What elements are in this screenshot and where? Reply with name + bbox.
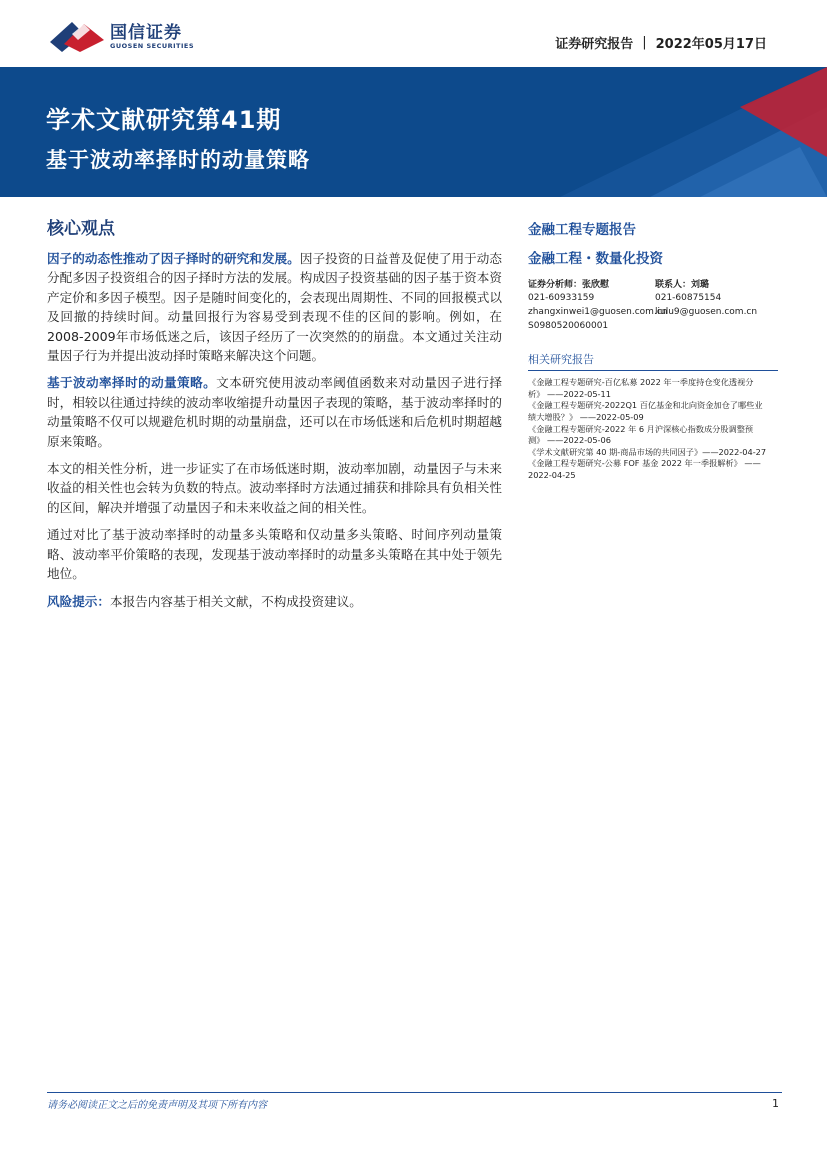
risk-label: 风险提示： — [47, 593, 110, 609]
core-views — [47, 214, 502, 619]
logo-cn-text: 国信证券 — [110, 22, 182, 43]
report-date: 2022年05月17日 — [655, 37, 767, 52]
page-number: 1 — [772, 1097, 779, 1110]
paragraph-3: 本文的相关性分析，进一步证实了在市场低迷时期，波动率加剧，动量因子与未来收益的相关性也会转为负数的特点。波动率择时方法通过捕获和排除具有负相关性的区间，解决并增强了动量因子和未来收益之间的相关性。 — [47, 461, 502, 515]
risk-text: 本报告内容基于相关文献，不构成投资建议。 — [109, 593, 362, 609]
analyst-block — [528, 279, 668, 319]
analyst-contacts — [528, 279, 781, 319]
related-line[interactable]: 2022-04-25 — [528, 469, 576, 480]
analyst-label: 证券分析师：张欣慰 — [528, 280, 610, 290]
related-line[interactable]: 析》 ——2022-05-11 — [528, 388, 611, 399]
section-title: 核心观点 — [47, 219, 115, 239]
related-line[interactable]: 绩大增股？》 ——2022-05-09 — [528, 412, 644, 422]
company-logo — [50, 20, 194, 54]
page-header — [0, 0, 827, 67]
analyst-cert: S0980520060001 — [528, 321, 609, 332]
paragraph-4: 通过对比了基于波动率择时的动量多头策略和仅动量多头策略、时间序列动量策略、波动率平价策略的表现，发现基于波动率择时的动量多头策略在其中处于领先地位。 — [47, 527, 502, 582]
p2-highlight: 基于波动率择时的动量策略。 — [47, 375, 217, 391]
related-line[interactable]: 《学术文献研究第 40 期-商品市场的共同因子》——2022-04-27 — [528, 446, 767, 457]
guosen-logo-icon — [50, 20, 104, 54]
footer-disclaimer: 请务必阅读正文之后的免责声明及其项下所有内容 — [47, 1100, 267, 1111]
related-line[interactable]: 《金融工程专题研究-百亿私募 2022 年一季度持仓变化透视分 — [528, 377, 754, 388]
related-line[interactable]: 测》 ——2022-05-06 — [528, 435, 611, 446]
report-subcategory: 金融工程・数量化投资 — [528, 251, 663, 267]
related-line[interactable]: 《金融工程专题研究-公募 FOF 基金 2022 年一季报解析》 —— — [528, 458, 761, 469]
contact-email[interactable]: liulu9@guosen.com.cn — [655, 306, 758, 317]
analyst-phone: 021-60933159 — [528, 293, 595, 304]
paragraph-2 — [47, 373, 502, 451]
related-reports-list — [528, 377, 781, 481]
report-category: 金融工程专题报告 — [528, 222, 636, 238]
paragraph-1 — [47, 249, 502, 365]
report-type: 证券研究报告 — [555, 37, 634, 52]
p2-text: 文本研究使用波动率阈值函数来对动量因子进行择时，相较以往通过持续的波动率收缩提升动量因子表现的策略，基于波动率择时的动量策略不仅可以规避危机时期的动量崩盘，还可以在市场低迷和后危机时期超越原来策略。 — [47, 375, 503, 449]
contact-phone: 021-60875154 — [655, 293, 722, 304]
logo-en-text: GUOSEN SECURITIES — [110, 41, 195, 50]
sidebar — [528, 218, 781, 482]
contact-block — [655, 279, 781, 319]
risk-note — [47, 592, 502, 611]
related-reports-title: 相关研究报告 — [528, 351, 778, 371]
contact-label: 联系人：刘璐 — [655, 280, 710, 290]
analyst-email[interactable]: zhangxinwei1@guosen.com.cn — [528, 306, 668, 317]
report-type-label — [555, 33, 767, 52]
p1-text: 因子投资的日益普及促使了用于动态分配多因子投资组合的因子择时方法的发展。构成因子投资基础的因子基于资本资产定价和多因子模型。因子是随时间变化的，会表现出周期性、不同的回报模式以及回撤的持续时间。动量回报行为容易受到表现不佳的区间的影响。例如，在2008-2009年市场低迷之后，该因子经历了一次突然的的崩盘。本文通过关注动量因子行为并提出波动择时策略来解决这个问题。 — [47, 251, 503, 364]
report-title: 学术文献研究第41期 — [46, 106, 282, 134]
header-separator: | — [642, 35, 647, 50]
p1-highlight: 因子的动态性推动了因子择时的研究和发展。 — [47, 251, 300, 266]
related-line[interactable]: 《金融工程专题研究-2022 年 6 月沪深核心指数成分股调整预 — [528, 423, 754, 434]
report-subtitle: 基于波动率择时的动量策略 — [46, 148, 310, 172]
related-line[interactable]: 《金融工程专题研究-2022Q1 百亿基金和北向资金加仓了哪些业 — [528, 400, 763, 411]
footer-divider — [47, 1092, 782, 1093]
